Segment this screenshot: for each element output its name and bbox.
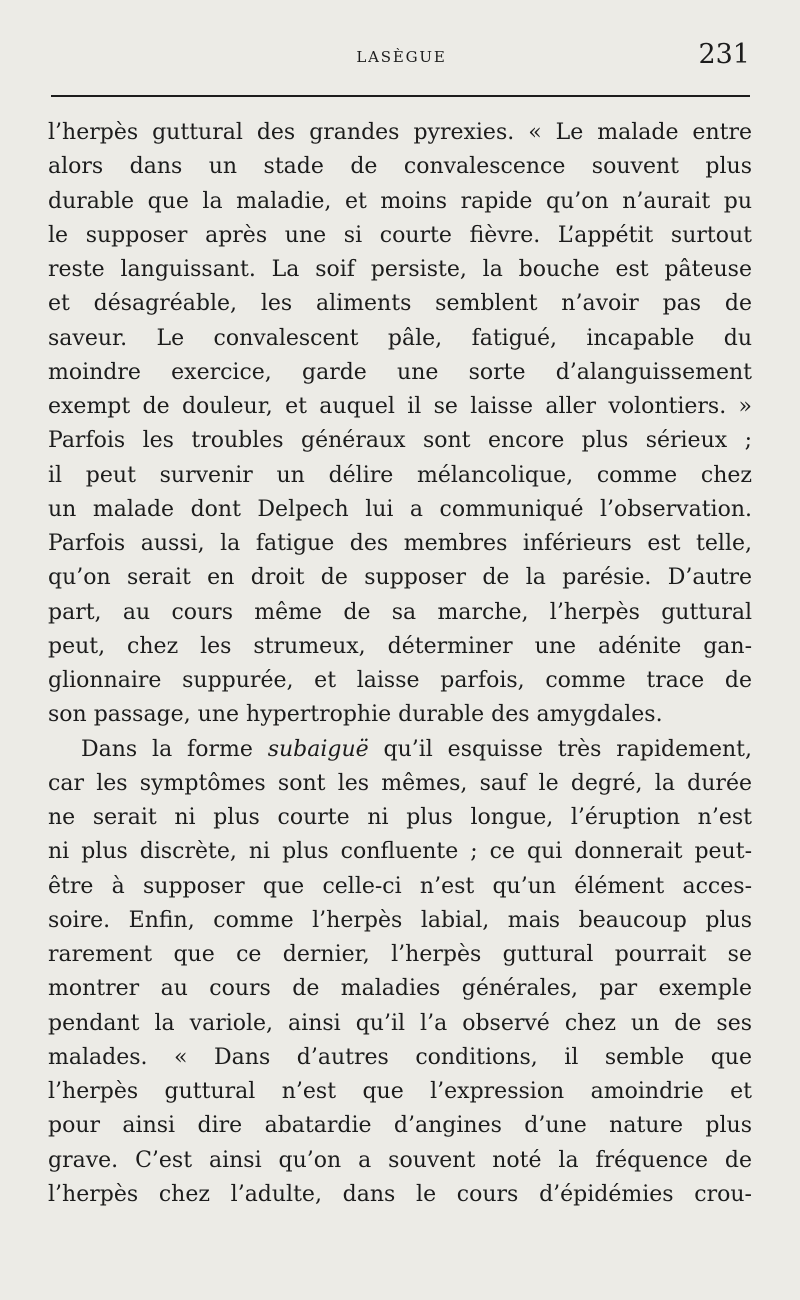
- text-segment: Dans la forme: [81, 736, 268, 762]
- text-line: Parfois les troubles généraux sont encore plus sérieux ;: [48, 428, 752, 454]
- text-line: alors dans un stade de convalescence souvent plus: [48, 154, 752, 180]
- text-line: être à supposer que celle-ci n’est qu’un élément acces-: [48, 873, 752, 899]
- body-text: [48, 116, 752, 1212]
- text-line: reste languissant. La soif persiste, la bouche est pâteuse: [48, 257, 752, 282]
- text-line: saveur. Le convalescent pâle, fatigué, incapable du: [48, 325, 752, 351]
- text-line: grave. C’est ainsi qu’on a souvent noté la fréquence de: [48, 1147, 752, 1173]
- text-line: qu’on serait en droit de supposer de la parésie. D’autre: [48, 565, 752, 591]
- text-line: rarement que ce dernier, l’herpès guttural pourrait se: [48, 942, 752, 967]
- text-line: durable que la maladie, et moins rapide qu’on n’aurait pu: [48, 188, 752, 214]
- text-line: pour ainsi dire abatardie d’angines d’une nature plus: [48, 1113, 752, 1139]
- text-line: soire. Enfin, comme l’herpès labial, mais beaucoup plus: [48, 907, 752, 933]
- header-rule: [51, 95, 750, 97]
- text-line: et désagréable, les aliments semblent n’avoir pas de: [48, 291, 752, 317]
- text-line: car les symptômes sont les mêmes, sauf le degré, la durée: [48, 770, 752, 796]
- text-segment: qu’il esquisse très rapidement,: [368, 736, 752, 762]
- text-line: moindre exercice, garde une sorte d’alanguissement: [48, 359, 752, 385]
- text-line: l’herpès guttural des grandes pyrexies. « Le malade entre: [48, 120, 752, 145]
- text-line: l’herpès chez l’adulte, dans le cours d’épidémies crou-: [48, 1181, 752, 1207]
- text-line: un malade dont Delpech lui a communiqué l’observation.: [48, 496, 752, 522]
- page-header: [53, 40, 750, 80]
- text-line: montrer au cours de maladies générales, par exemple: [48, 976, 752, 1002]
- text-line: il peut survenir un délire mélancolique, comme chez: [48, 462, 752, 488]
- text-line: glionnaire suppurée, et laisse parfois, comme trace de: [48, 668, 752, 693]
- text-line: pendant la variole, ainsi qu’il l’a observé chez un de ses: [48, 1010, 752, 1036]
- text-line: part, au cours même de sa marche, l’herpès guttural: [48, 599, 752, 625]
- text-line: peut, chez les strumeux, déterminer une adénite gan-: [48, 633, 752, 659]
- text-line: malades. « Dans d’autres conditions, il semble que: [48, 1044, 752, 1070]
- running-head: LASÈGUE: [356, 48, 447, 66]
- text-line: Parfois aussi, la fatigue des membres inférieurs est telle,: [48, 531, 752, 556]
- text-line: le supposer après une si courte fièvre. L’appétit surtout: [48, 222, 752, 248]
- text-line: ni plus discrète, ni plus confluente ; ce qui donnerait peut-: [48, 839, 752, 865]
- text-line: ne serait ni plus courte ni plus longue, l’éruption n’est: [48, 805, 752, 830]
- text-line: l’herpès guttural n’est que l’expression amoindrie et: [48, 1079, 752, 1104]
- emphasis-term: subaiguë: [267, 736, 369, 762]
- paragraph-end-line: son passage, une hypertrophie durable des amygdales.: [48, 702, 663, 728]
- text-line: exempt de douleur, et auquel il se laisse aller volontiers. »: [48, 394, 752, 419]
- paragraph-start-line: [48, 733, 752, 767]
- page-number: 231: [698, 39, 750, 70]
